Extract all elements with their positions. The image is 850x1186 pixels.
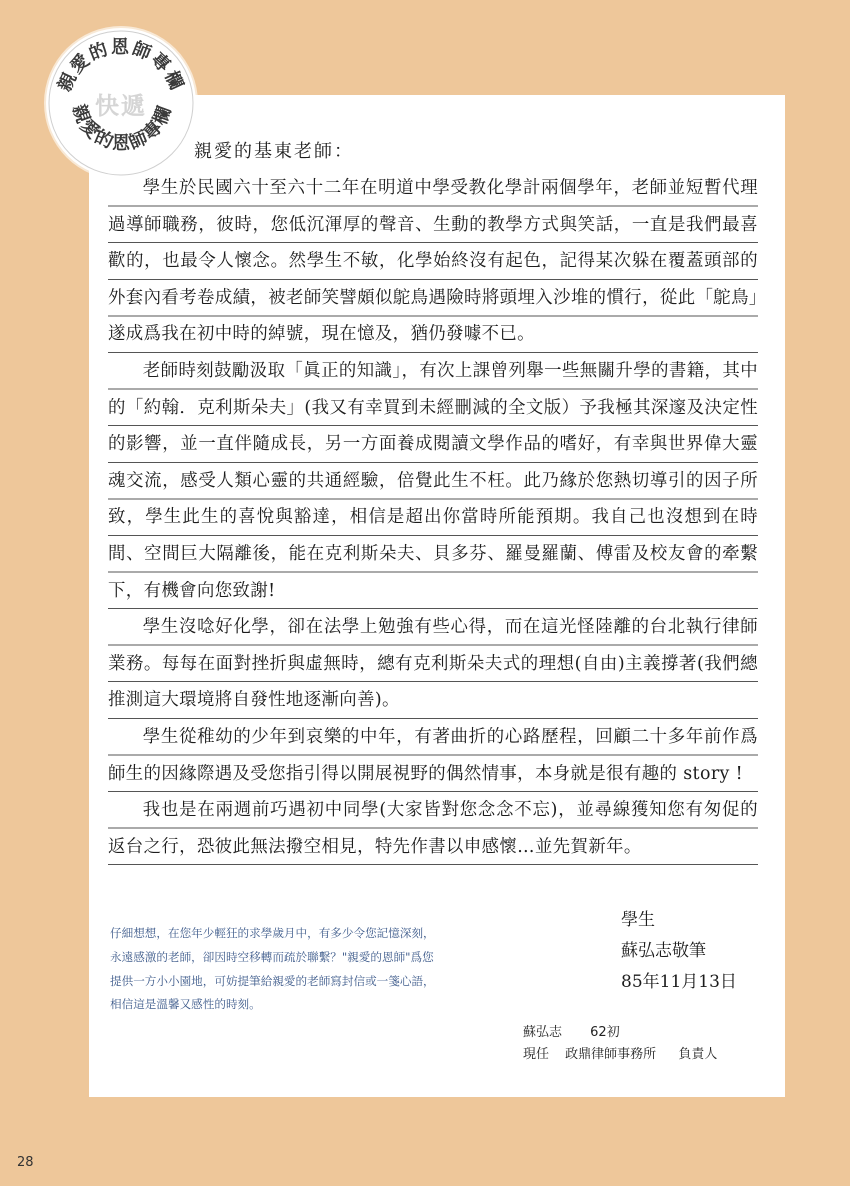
letter-paragraph: 學生從稚幼的少年到哀樂的中年，有著曲折的心路歷程，回顧二十多年前作爲師生的因緣際遇及受您指引得以開展視野的偶然情事，本身就是很有趣的 story ! [108,719,758,792]
stamp-center-text: 快遞 [95,92,147,120]
author-class: 62初 [590,1025,620,1040]
signature-date: 85年11月13日 [621,972,737,992]
letter-signature [621,905,737,998]
letter-salutation: 親愛的基東老師： [194,141,354,162]
author-title: 負責人 [678,1047,718,1062]
stamp-top-text: 親愛的恩師專欄 [54,37,188,95]
letter-paragraph: 學生於民國六十至六十二年在明道中學受教化學計兩個學年，老師並短暫代理過導師職務，彼時，您低沉渾厚的聲音、生動的教學方式與笑話，一直是我們最喜歡的，也最令人懷念。然學生不敏，化學始終沒有起色，記得某次躲在覆蓋頭部的外套內看考卷成績，被老師笑譬頗似鴕鳥遇險時將頭埋入沙堆的慣行，從此「鴕鳥」遂成爲我在初中時的綽號，現在憶及，猶仍發噱不已。 [108,170,758,353]
page-number: 28 [17,1155,34,1170]
author-role-label: 現任 [523,1047,550,1062]
author-info [523,1022,717,1066]
author-company: 政鼎律師事務所 [565,1047,657,1062]
signature-line-student: 學生 [621,910,655,930]
letter-body [108,170,758,865]
signature-line-name: 蘇弘志敬筆 [621,941,706,961]
letter-paragraph: 我也是在兩週前巧遇初中同學(大家皆對您念念不忘)，並尋線獲知您有匆促的返台之行，恐彼此無法撥空相見，特先作書以申感懷…並先賀新年。 [108,792,758,865]
stamp-bottom-text: 親愛的恩師專欄 [67,101,177,155]
letter-paragraph: 老師時刻鼓勵汲取「眞正的知識」，有次上課曾列舉一些無關升學的書籍，其中的「約翰．克利斯朵夫」(我又有幸買到未經刪減的全文版）予我極其深邃及決定性的影響，並一直伴隨成長，另一方面養成閱讀文學作品的嗜好，有幸與世界偉大靈魂交流，感受人類心靈的共通經驗，倍覺此生不枉。此乃緣於您熱切導引的因子所致，學生此生的喜悅與豁達，相信是超出你當時所能預期。我自己也沒想到在時間、空間巨大隔離後，能在克利斯朵夫、貝多芬、羅曼羅蘭、傅雷及校友會的牽繫下，有機會向您致謝! [108,353,758,609]
letter-paragraph: 學生沒唸好化學，卻在法學上勉強有些心得，而在這光怪陸離的台北執行律師業務。每每在面對挫折與虛無時，總有克利斯朵夫式的理想(自由)主義撐著(我們總推測這大環境將自發性地逐漸向善)。 [108,609,758,719]
column-stamp [46,28,196,178]
column-invitation-note: 仔細想想，在您年少輕狂的求學歲月中，有多少令您記憶深刻，永遠感激的老師，卻因時空移轉而疏於聯繫？"親愛的恩師"爲您提供一方小小園地，可妨提筆給親愛的老師寫封信或一箋心語，相信這是溫馨又感性的時刻。 [110,926,435,1012]
author-name: 蘇弘志 [523,1025,563,1040]
